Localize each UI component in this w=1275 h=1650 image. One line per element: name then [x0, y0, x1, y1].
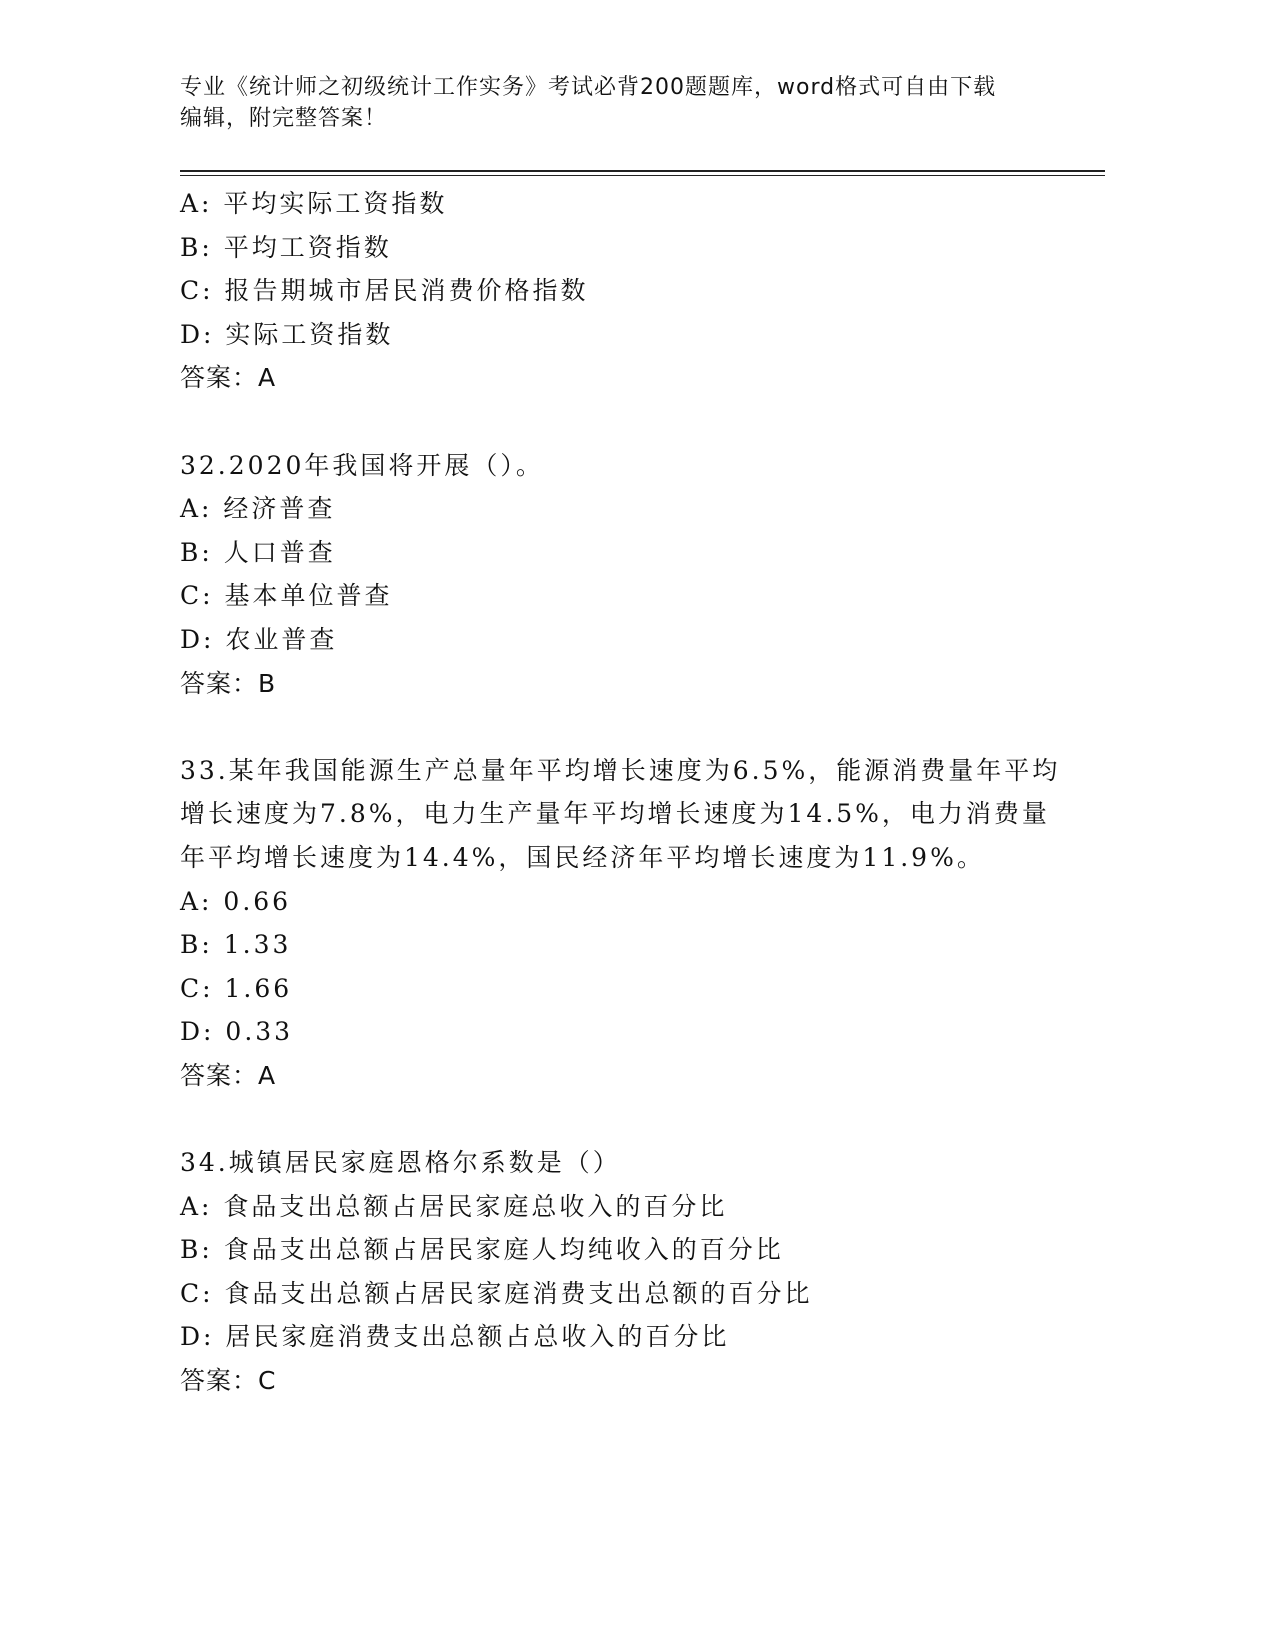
question-stem-line-2: 增长速度为7.8%，电力生产量年平均增长速度为14.5%，电力消费量 [180, 799, 1050, 829]
option-d: D: 实际工资指数 [180, 319, 394, 349]
question-33 [180, 749, 1080, 1098]
question-list [180, 182, 1080, 1403]
option-b: B: 人口普查 [180, 537, 336, 567]
question-31 [180, 182, 1080, 400]
question-34 [180, 1141, 1080, 1403]
option-a: A: 食品支出总额占居民家庭总收入的百分比 [180, 1191, 728, 1221]
answer-label: 答案：C [180, 1366, 277, 1396]
question-stem: 34.城镇居民家庭恩格尔系数是（） [180, 1148, 621, 1178]
option-a: A: 经济普查 [180, 494, 336, 524]
document-header [180, 72, 1080, 134]
option-b: B: 1.33 [180, 930, 292, 960]
header-rule-thick [180, 170, 1105, 172]
question-stem-line-3: 年平均增长速度为14.4%，国民经济年平均增长速度为11.9%。 [180, 842, 985, 872]
question-stem: 32.2020年我国将开展（）。 [180, 450, 544, 480]
option-c: C: 基本单位普查 [180, 581, 393, 611]
option-a: A: 平均实际工资指数 [180, 189, 448, 218]
header-line-1: 专业《统计师之初级统计工作实务》考试必背200题题库，word格式可自由下载 [180, 75, 997, 100]
option-b: B: 食品支出总额占居民家庭人均纯收入的百分比 [180, 1235, 784, 1265]
question-stem-line-1: 33.某年我国能源生产总量年平均增长速度为6.5%，能源消费量年平均 [180, 755, 1061, 785]
option-c: C: 食品支出总额占居民家庭消费支出总额的百分比 [180, 1278, 813, 1308]
option-d: D: 农业普查 [180, 624, 338, 654]
answer-label: 答案：A [180, 1060, 277, 1090]
spacer [180, 705, 1080, 749]
option-d: D: 0.33 [180, 1017, 294, 1047]
answer-label: 答案：B [180, 668, 277, 698]
option-a: A: 0.66 [180, 886, 292, 916]
option-c: C: 报告期城市居民消费价格指数 [180, 276, 589, 306]
option-c: C: 1.66 [180, 973, 293, 1003]
option-b: B: 平均工资指数 [180, 232, 392, 262]
header-line-2: 编辑，附完整答案！ [180, 106, 388, 131]
spacer [180, 400, 1080, 444]
header-rule-thin [180, 175, 1105, 176]
spacer [180, 1097, 1080, 1141]
option-d: D: 居民家庭消费支出总额占总收入的百分比 [180, 1322, 730, 1352]
answer-label: 答案：A [180, 363, 277, 393]
question-32 [180, 444, 1080, 706]
